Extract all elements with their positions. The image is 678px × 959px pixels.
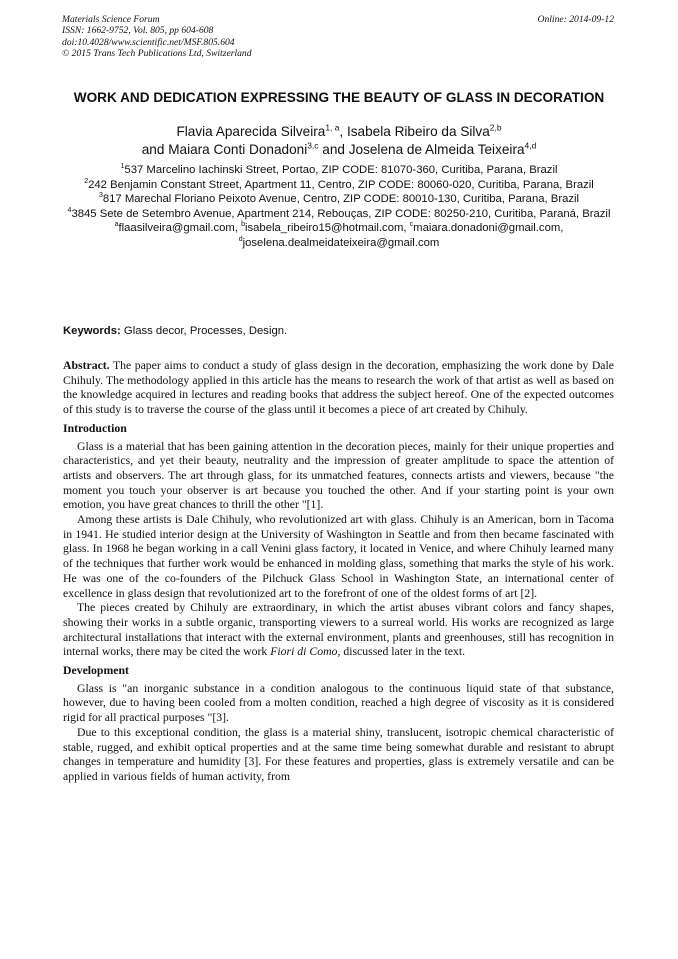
affiliation bbox=[62, 163, 616, 178]
paragraph-text: , discussed later in the text. bbox=[337, 645, 466, 659]
affiliation bbox=[62, 192, 616, 207]
author-sup: 1, a bbox=[325, 122, 340, 133]
artwork-title: Fiori di Como bbox=[270, 645, 338, 659]
running-header bbox=[62, 14, 614, 60]
email: joselena.dealmeidateixeira@gmail.com bbox=[242, 236, 440, 249]
abstract bbox=[63, 359, 614, 418]
paper-body bbox=[63, 359, 614, 785]
keywords bbox=[63, 324, 615, 338]
affiliation-text: 242 Benjamin Constant Street, Apartment 11, Centro, ZIP CODE: 80060-020, Curitiba, Parana, Brazil bbox=[88, 178, 594, 191]
author-sup: 2,b bbox=[489, 122, 502, 133]
email: maiara.donadoni@gmail.com, bbox=[413, 222, 564, 235]
affiliation-sup: 4 bbox=[67, 207, 72, 215]
email-sup: c bbox=[409, 221, 414, 229]
affiliation-sup: 3 bbox=[98, 192, 103, 200]
paragraph: Among these artists is Dale Chihuly, who revolutionized art with glass. Chihuly is an American, born in Tacoma in 1941. He studied interior design at the University of Washington in Seattle and from then became fascinated with glass. In 1968 he began working in a call Venini glass factory, it located in Venice, and where Chihuly learned many of the techniques that further work would be enhanced in molding glass, something that marks the style of his work. He was one of the co-founders of the Pilchuck Glass School in Washington State, an international center of excellence in glass design that revolutionized art to the forefront of one of the oldest forms of art [2]. bbox=[63, 513, 614, 600]
affiliation-sup: 1 bbox=[120, 163, 125, 171]
doi-line: doi:10.4028/www.scientific.net/MSF.805.604 bbox=[62, 36, 235, 48]
keywords-label: Keywords: bbox=[63, 325, 121, 337]
email-sup: d bbox=[238, 236, 243, 244]
paragraph bbox=[63, 601, 614, 660]
email: isabela_ribeiro15@hotmail.com, bbox=[244, 222, 410, 235]
affiliation-text: 3845 Sete de Setembro Avenue, Apartment 214, Rebouças, ZIP CODE: 80250-210, Curitiba, Paraná, Brazil bbox=[71, 207, 611, 220]
issn-line: ISSN: 1662-9752, Vol. 805, pp 604-608 bbox=[62, 25, 214, 37]
affiliations bbox=[62, 163, 616, 251]
affiliation-sup: 2 bbox=[84, 177, 89, 185]
paragraph-text: The pieces created by Chihuly are extraordinary, in which the artist abuses vibrant colors and fancy shapes, showing their works in a subtle organic, transporting viewers to a surreal world. His works are recognized as large architectural installations that interact with the external environment, plants and greenhouses, still has recognition in internal works, there may be cited the work bbox=[63, 601, 614, 659]
journal-name: Materials Science Forum bbox=[62, 14, 160, 25]
affiliation-text: 537 Marcelino Iachinski Street, Portao, ZIP CODE: 81070-360, Curitiba, Parana, Brazil bbox=[124, 164, 558, 176]
online-date: Online: 2014-09-12 bbox=[537, 14, 614, 25]
paragraph: Glass is "an inorganic substance in a condition analogous to the continuous liquid state of that substance, however, due to having been cooled from a molten condition, reached a high degree of viscosity as it is considered rigid for all practical purposes "[3]. bbox=[63, 681, 614, 725]
keywords-text: Glass decor, Processes, Design. bbox=[120, 325, 288, 337]
abstract-text: The paper aims to conduct a study of glass design in the decoration, emphasizing the work done by Dale Chihuly. The methodology applied in this article has the means to research the work of that artist as well as based on the knowledge acquired in lectures and reading books that address the subject hereof. One of the expected outcomes of this study is to traverse the course of the glass until it becomes a piece of art created by Chihuly. bbox=[63, 359, 614, 417]
affiliation bbox=[62, 178, 616, 193]
email-sup: a bbox=[114, 221, 119, 229]
email: flaasilveira@gmail.com, bbox=[118, 222, 242, 235]
author-name: Flavia Aparecida Silveira bbox=[176, 124, 326, 139]
author-name: and Maiara Conti Donadoni bbox=[141, 142, 308, 157]
section-heading-introduction: Introduction bbox=[63, 421, 127, 435]
author-separator: , bbox=[339, 124, 347, 139]
paper-title: WORK AND DEDICATION EXPRESSING THE BEAUTY OF GLASS IN DECORATION bbox=[73, 90, 605, 105]
author-name: Isabela Ribeiro da Silva bbox=[346, 124, 490, 139]
paragraph: Glass is a material that has been gaining attention in the decoration pieces, mainly for their unique properties and characteristics, and yet their beauty, neutrality and the impression of greater amplitude to space the attention of artists and observers. The art through glass, for its unmatched features, connects artists and viewers, because "the moment you touch your observer is art because you touched the other. And if your starting point is your own emotion, you have great chances to thrill the other "[1]. bbox=[63, 439, 614, 512]
paragraph: Due to this exceptional condition, the glass is a material shiny, translucent, isotropic chemical characteristic of stable, rugged, and exhibit optical properties and at the same time being somewhat durable and resistant to abrupt changes in temperature and humidity [3]. For these features and properties, glass is extremely versatile and can be applied in various fields of human activity, from bbox=[63, 725, 614, 783]
affiliation bbox=[62, 207, 616, 222]
email-list bbox=[62, 221, 616, 250]
copyright-line: © 2015 Trans Tech Publications Ltd, Switzerland bbox=[62, 48, 252, 60]
author-sup: 4,d bbox=[524, 140, 537, 151]
author-list bbox=[60, 123, 618, 159]
author-sup: 3,c bbox=[307, 140, 319, 151]
affiliation-text: 817 Marechal Floriano Peixoto Avenue, Centro, ZIP CODE: 80010-130, Curitiba, Parana, Brazil bbox=[102, 193, 580, 206]
abstract-label: Abstract. bbox=[63, 359, 110, 372]
section-heading-development: Development bbox=[63, 664, 129, 678]
author-name: and Joselena de Almeida Teixeira bbox=[318, 142, 525, 157]
email-sup: b bbox=[241, 221, 245, 229]
